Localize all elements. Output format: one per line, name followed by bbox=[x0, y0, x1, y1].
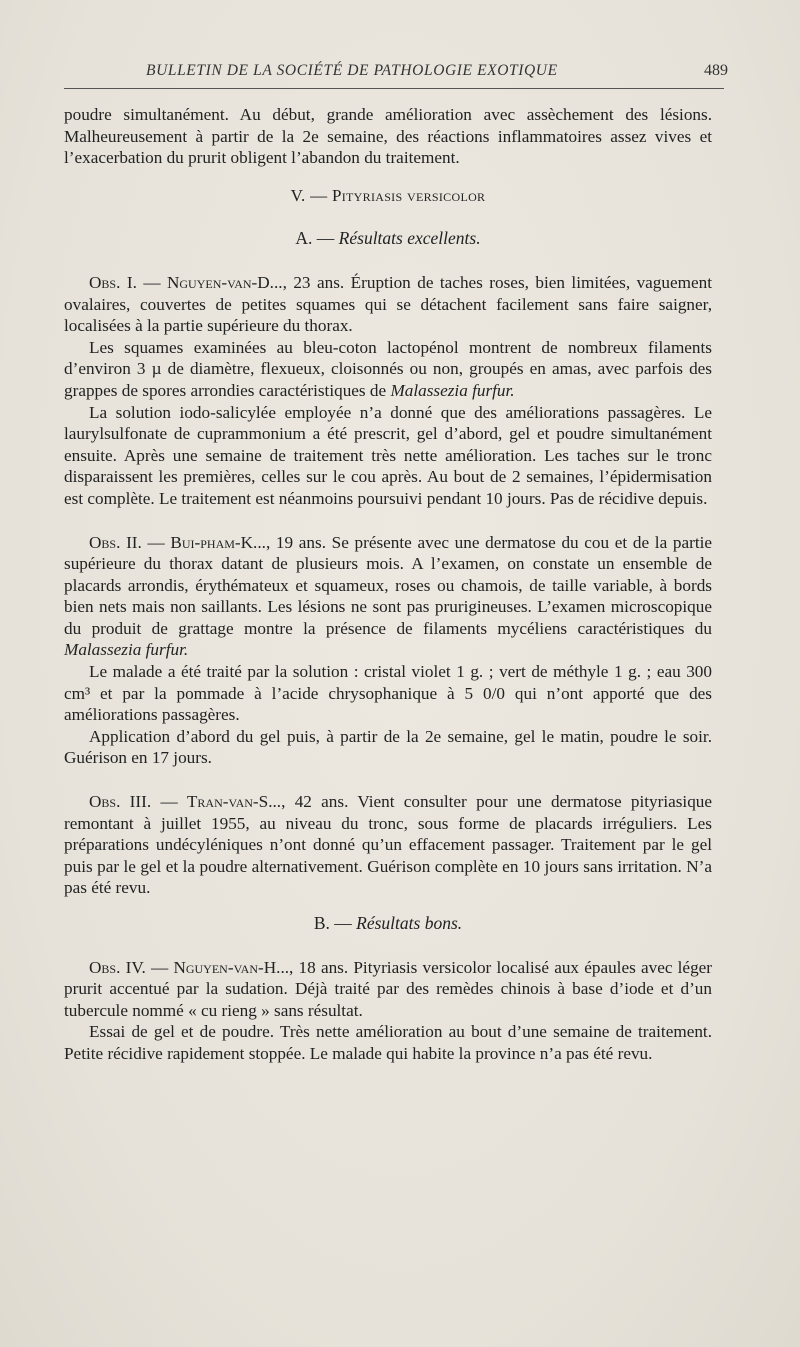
obs1-paragraph-3: La solution iodo-salicylée employée n’a donné que des améliorations passagères. Le laurylsulfonate de cuprammonium a été prescrit, gel d’abord, gel et poudre simultanément ensuite. Après une semaine de traitement très nette amélioration. Les taches sur le tronc disparaissent les premières, celles sur le cou après. Au bout de 2 semaines, l’épidermisation est complète. Le traitement est néanmoins poursuivi pendant 10 jours. Pas de récidive depuis. bbox=[64, 402, 712, 508]
header-rule bbox=[64, 88, 724, 89]
obs1-dash: — bbox=[143, 272, 161, 292]
intro-paragraph: poudre simultanément. Au début, grande amélioration avec assèchement des lésions. Malheureusement à partir de la 2e semaine, des réactions inflammatoires assez vives et l’exacerbation du prurit obligent l’abandon du traitement. bbox=[64, 105, 712, 168]
subsection-a-heading bbox=[64, 228, 712, 250]
obs3-dash: — bbox=[160, 792, 178, 812]
obs1-paragraph-2 bbox=[64, 337, 712, 402]
section-dash: — bbox=[310, 185, 328, 205]
section-heading bbox=[64, 185, 712, 207]
obs3-text: , 42 ans. Vient consulter pour une dermatose pityriasique remontant à juillet 1955, au niveau du tronc, sous forme de placards irréguliers. Les préparations undécyléniques n’ont donné qu’un effacement passager. Traitement par le gel puis par le gel et la poudre alternativement. Guérison complète en 10 jours sans irritation. N’a pas été revu. bbox=[64, 792, 713, 898]
obs1-paragraph-1 bbox=[64, 272, 712, 337]
obs2-label: Obs. II. bbox=[89, 532, 142, 552]
subsection-a-title: Résultats excellents. bbox=[338, 228, 481, 249]
obs2-species: Malassezia furfur. bbox=[64, 640, 189, 660]
journal-title: BULLETIN DE LA SOCIÉTÉ DE PATHOLOGIE EXOTIQUE bbox=[146, 62, 558, 79]
section-roman: V. bbox=[290, 185, 306, 205]
subsection-b-dash: — bbox=[334, 913, 352, 933]
obs3-label: Obs. III. bbox=[89, 792, 152, 812]
obs1-p2-text: Les squames examinées au bleu-coton lactopénol montrent de nombreux filaments d’environ 3 µ de diamètre, flexueux, cloisonnés ou non, groupés en amas, avec parfois des grappes de spores arrondies caractéristiques de bbox=[64, 337, 712, 400]
obs4-paragraph-1 bbox=[64, 957, 712, 1022]
obs2-patient-name: Bui-pham-K... bbox=[170, 532, 266, 552]
section-title: Pityriasis versicolor bbox=[332, 185, 486, 205]
obs2-paragraph-2: Le malade a été traité par la solution : cristal violet 1 g. ; vert de méthyle 1 g. ; eau 300 cm³ et par la pommade à l’acide chrysophanique à 5 0/0 qui n’ont apporté que des améliorations passagères. bbox=[64, 662, 712, 725]
observation-4 bbox=[64, 957, 712, 1065]
obs2-dash: — bbox=[147, 532, 165, 552]
obs4-patient-name: Nguyen-van-H... bbox=[173, 957, 290, 977]
subsection-b-title: Résultats bons. bbox=[356, 913, 463, 933]
obs4-paragraph-2: Essai de gel et de poudre. Très nette amélioration au bout d’une semaine de traitement. Petite récidive rapidement stoppée. Le malade qui habite la province n’a pas été revu. bbox=[64, 1022, 712, 1063]
obs2-paragraph-1 bbox=[64, 532, 712, 662]
subsection-b-letter: B. bbox=[313, 913, 330, 933]
obs1-species: Malassezia furfur. bbox=[390, 380, 515, 400]
obs2-paragraph-3: Application d’abord du gel puis, à partir de la 2e semaine, gel le matin, poudre le soir. Guérison en 17 jours. bbox=[64, 726, 712, 768]
obs1-text: , 23 ans. Éruption de taches roses, bien limitées, vaguement ovalaires, couvertes de petites squames qui se détachent facilement sans faire saigner, localisées à la partie supérieure du thorax. bbox=[64, 272, 712, 336]
obs4-text: , 18 ans. Pityriasis versicolor localisé aux épaules avec léger prurit accentué par la sudation. Déjà traité par des remèdes chinois à base d’iode et d’un tubercule nommé « cu rieng » sans résultat. bbox=[64, 957, 713, 1020]
subsection-b-heading bbox=[64, 913, 712, 935]
obs3-patient-name: Tran-van-S... bbox=[186, 792, 282, 812]
running-header bbox=[64, 62, 728, 90]
page-number: 489 bbox=[704, 62, 728, 79]
obs4-dash: — bbox=[151, 957, 169, 977]
obs3-paragraph-1 bbox=[64, 791, 712, 899]
subsection-a-dash: — bbox=[316, 228, 335, 249]
subsection-a-letter: A. bbox=[295, 228, 313, 249]
observation-1 bbox=[64, 272, 712, 510]
article-body bbox=[64, 104, 712, 1065]
obs1-label: Obs. I. bbox=[89, 272, 137, 292]
obs2-text: , 19 ans. Se présente avec une dermatose du cou et de la partie supérieure du thorax datant de plusieurs mois. A l’examen, on constate un ensemble de placards arrondis, érythémateux et squameux, roses ou chamois, de taille variable, à bords bien nets mais non saillants. Les lésions ne sont pas prurigineuses. L’examen microscopique du produit de grattage montre la présence de filaments mycéliens caractéristiques du bbox=[64, 532, 712, 638]
observation-2 bbox=[64, 532, 712, 770]
obs1-patient-name: Nguyen-van-D... bbox=[166, 272, 283, 292]
observation-3 bbox=[64, 791, 712, 899]
obs4-label: Obs. IV. bbox=[89, 957, 146, 977]
